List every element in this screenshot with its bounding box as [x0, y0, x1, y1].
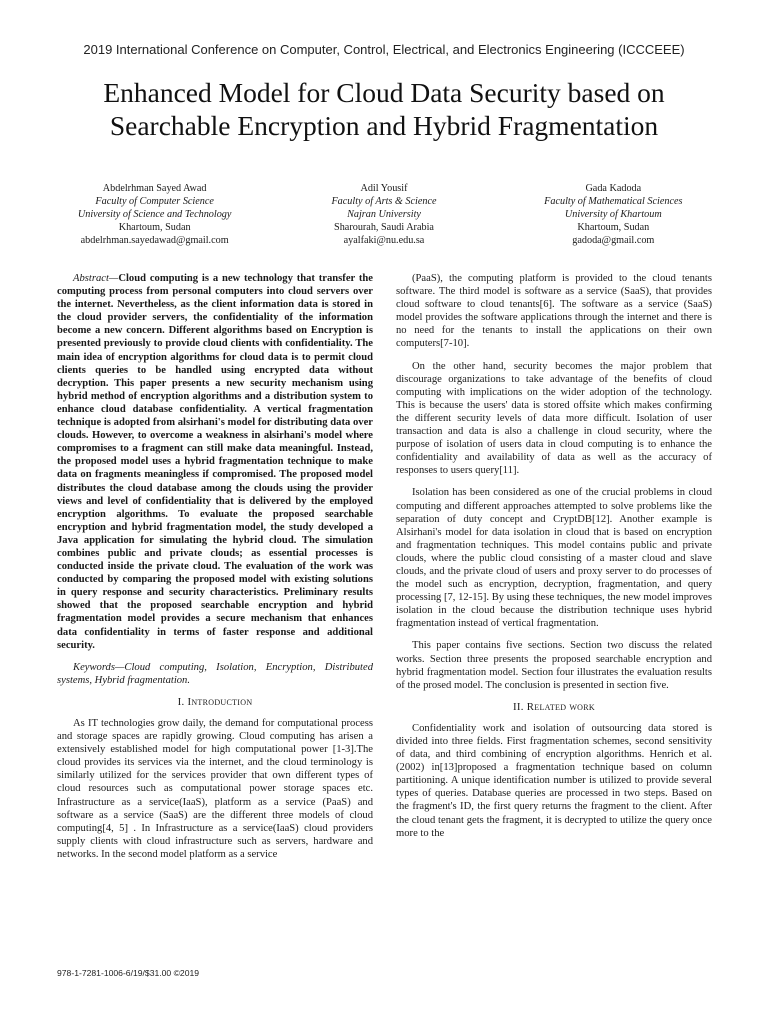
intro-paragraph-5: This paper contains five sections. Section two discuss the related works. Section three presents the proposed searchable encryption and hybrid fragmentation model. Section four illustrates the evaluation results of the prosed model. The conclusion is presented in section five.	[396, 640, 712, 691]
copyright-footer: 978-1-7281-1006-6/19/$31.00 ©2019	[57, 968, 200, 978]
author-email: gadoda@gmail.com	[572, 235, 655, 246]
intro-paragraph-1: As IT technologies grow daily, the demand for computational process and storage spaces are rapidly growing. Cloud computing has arisen a extensively established model for high computational power [1-3].The cloud provides its services via the internet, and the cloud terminology is similarly utilized for the services provider that own different types of cloud resources such as computational power storage spaces etc. Infrastructure as a service(IaaS), platform as a service (PaaS) and software as a service (SaaS) are the different three models of cloud computing[4, 5] . In Infrastructure as a service(IaaS) cloud providers supply clients with cloud infrastructure such as servers, hardware and networks. In the second model platform as a service	[57, 718, 373, 860]
abstract	[57, 272, 373, 652]
left-column	[57, 272, 373, 870]
author-2	[269, 182, 498, 247]
conference-header: 2019 International Conference on Computer, Control, Electrical, and Electronics Engineering (ICCCEEE)	[83, 42, 685, 57]
intro-paragraph-3: On the other hand, security becomes the major problem that discourage organizations to take advantage of the benefits of cloud computing with implications on the wider adoption of the technology. This is because the users' data is stored offsite which makes confirming the different security levels of data more difficult. Isolation of user transaction and data is also a challenge in cloud security, where the purpose of isolation of users data in cloud computing is to enhance the confidentiality and availability of data as well as the accuracy of responses to users query[11].	[396, 360, 712, 477]
title-line-1: Enhanced Model for Cloud Data Security based on	[103, 77, 665, 108]
section-heading-introduction: I. Introduction	[177, 695, 253, 708]
title-line-2: Searchable Encryption and Hybrid Fragmentation	[109, 110, 659, 141]
related-work-paragraph-1: Confidentiality work and isolation of outsourcing data stored is divided into three fields. First fragmentation schemes, second sensitivity of data, and third combining of encryption algorithms. Henrich et al. (2002) in[13]proposed a fragmentation technique based on column partitioning. A unique identification number is utilized to provide several types of queries. Database queries are processed in two steps. Based on the fragment's ID, the first query returns the fragment to the client. After the cloud tenant gets the fragment, it is decrypted to utilize the query once more to the	[396, 722, 712, 839]
author-email: abdelrhman.sayedawad@gmail.com	[80, 235, 229, 246]
intro-paragraph-2: (PaaS), the computing platform is provided to the cloud tenants software. The third model is software as a service (SaaS), that provides cloud software to cloud tenants[6]. The software as a service (SaaS) model provides the software applications through the internet and there is no need for the tenants to install the applications on their own computers[7-10].	[396, 273, 712, 350]
abstract-body: Cloud computing is a new technology that transfer the computing process from personal computers into cloud servers over the internet. Nevertheless, as the client information data is stored in the cloud provider servers, the confidentiality of the information become a new concern. Different algorithms based on Encryption is presented previously to provide cloud clients with confidentiality. The main idea of encryption algorithms for cloud data is to permit cloud clients queries to be handled using encrypted data without decryption. This paper presents a new security mechanism using hybrid method of encryption algorithms and a distribution system to enhance cloud database confidentiality. A vertical fragmentation technique is adopted from alsirhani's model for distributing data over clouds. However, to overcome a weakness in alsirhani's model where compromises to a fragment can still make data meaningful. Instead, the proposed model uses a hybrid fragmentation technique to make data on fragments meaningless if compromised. The proposed model distributes the cloud database among the clouds using the provider views and level of confidentiality that is delivered by the employed encryption algorithms. To evaluate the proposed searchable encryption and hybrid fragmentation model, the study developed a Java application for simulating the hybrid cloud. The simulation combines public and private clouds; as essential processes is conducted inside the private cloud. The evaluation of the work was conducted by comparing the proposed model with existing solutions in query response and security characteristics. Preliminary results showed that the proposed searchable encryption and hybrid fragmentation model provides a secure mechanism that enhances data confidentiality in terms of faster response and additional security.	[57, 273, 373, 651]
author-org: Najran University	[347, 209, 421, 220]
author-dept: Faculty of Mathematical Sciences	[544, 196, 683, 207]
section-heading-related-work: II. Related work	[513, 700, 595, 713]
author-block	[40, 182, 728, 247]
author-dept: Faculty of Computer Science	[95, 196, 214, 207]
author-name: Adil Yousif	[360, 183, 408, 194]
author-email: ayalfaki@nu.edu.sa	[343, 235, 425, 246]
author-name: Gada Kadoda	[585, 183, 642, 194]
author-name: Abdelrhman Sayed Awad	[102, 183, 207, 194]
author-location: Khartoum, Sudan	[118, 222, 191, 233]
intro-paragraph-4: Isolation has been considered as one of the crucial problems in cloud computing and different approaches attempted to solve problems like the separation of duty concept and CryptDB[12]. Another example is Alsirhani's model for data isolation in cloud that is based on encryption and fragmentation techniques. This model contains public and private clouds, where the public cloud consisting of a master cloud and slave clouds, and the private cloud of users and proxy server to do processes of the model such as encryption, decryption, fragmentation, and query processing [7, 12-15]. By using these techniques, the new model improves isolation in the cloud because the distribution technique uses hybrid fragmentation instead of vertical fragmentation.	[396, 487, 712, 630]
paper-title	[30, 76, 738, 142]
right-column	[396, 272, 712, 849]
author-org: University of Khartoum	[564, 209, 662, 220]
keywords: Keywords—Cloud computing, Isolation, Encryption, Distributed systems, Hybrid fragmentation.	[57, 661, 373, 686]
abstract-lead: Abstract—	[73, 273, 119, 284]
author-location: Sharourah, Saudi Arabia	[334, 222, 434, 233]
author-org: University of Science and Technology	[77, 209, 232, 220]
author-dept: Faculty of Arts & Science	[331, 196, 437, 207]
author-1	[40, 182, 269, 247]
author-3	[499, 182, 728, 247]
author-location: Khartoum, Sudan	[577, 222, 650, 233]
